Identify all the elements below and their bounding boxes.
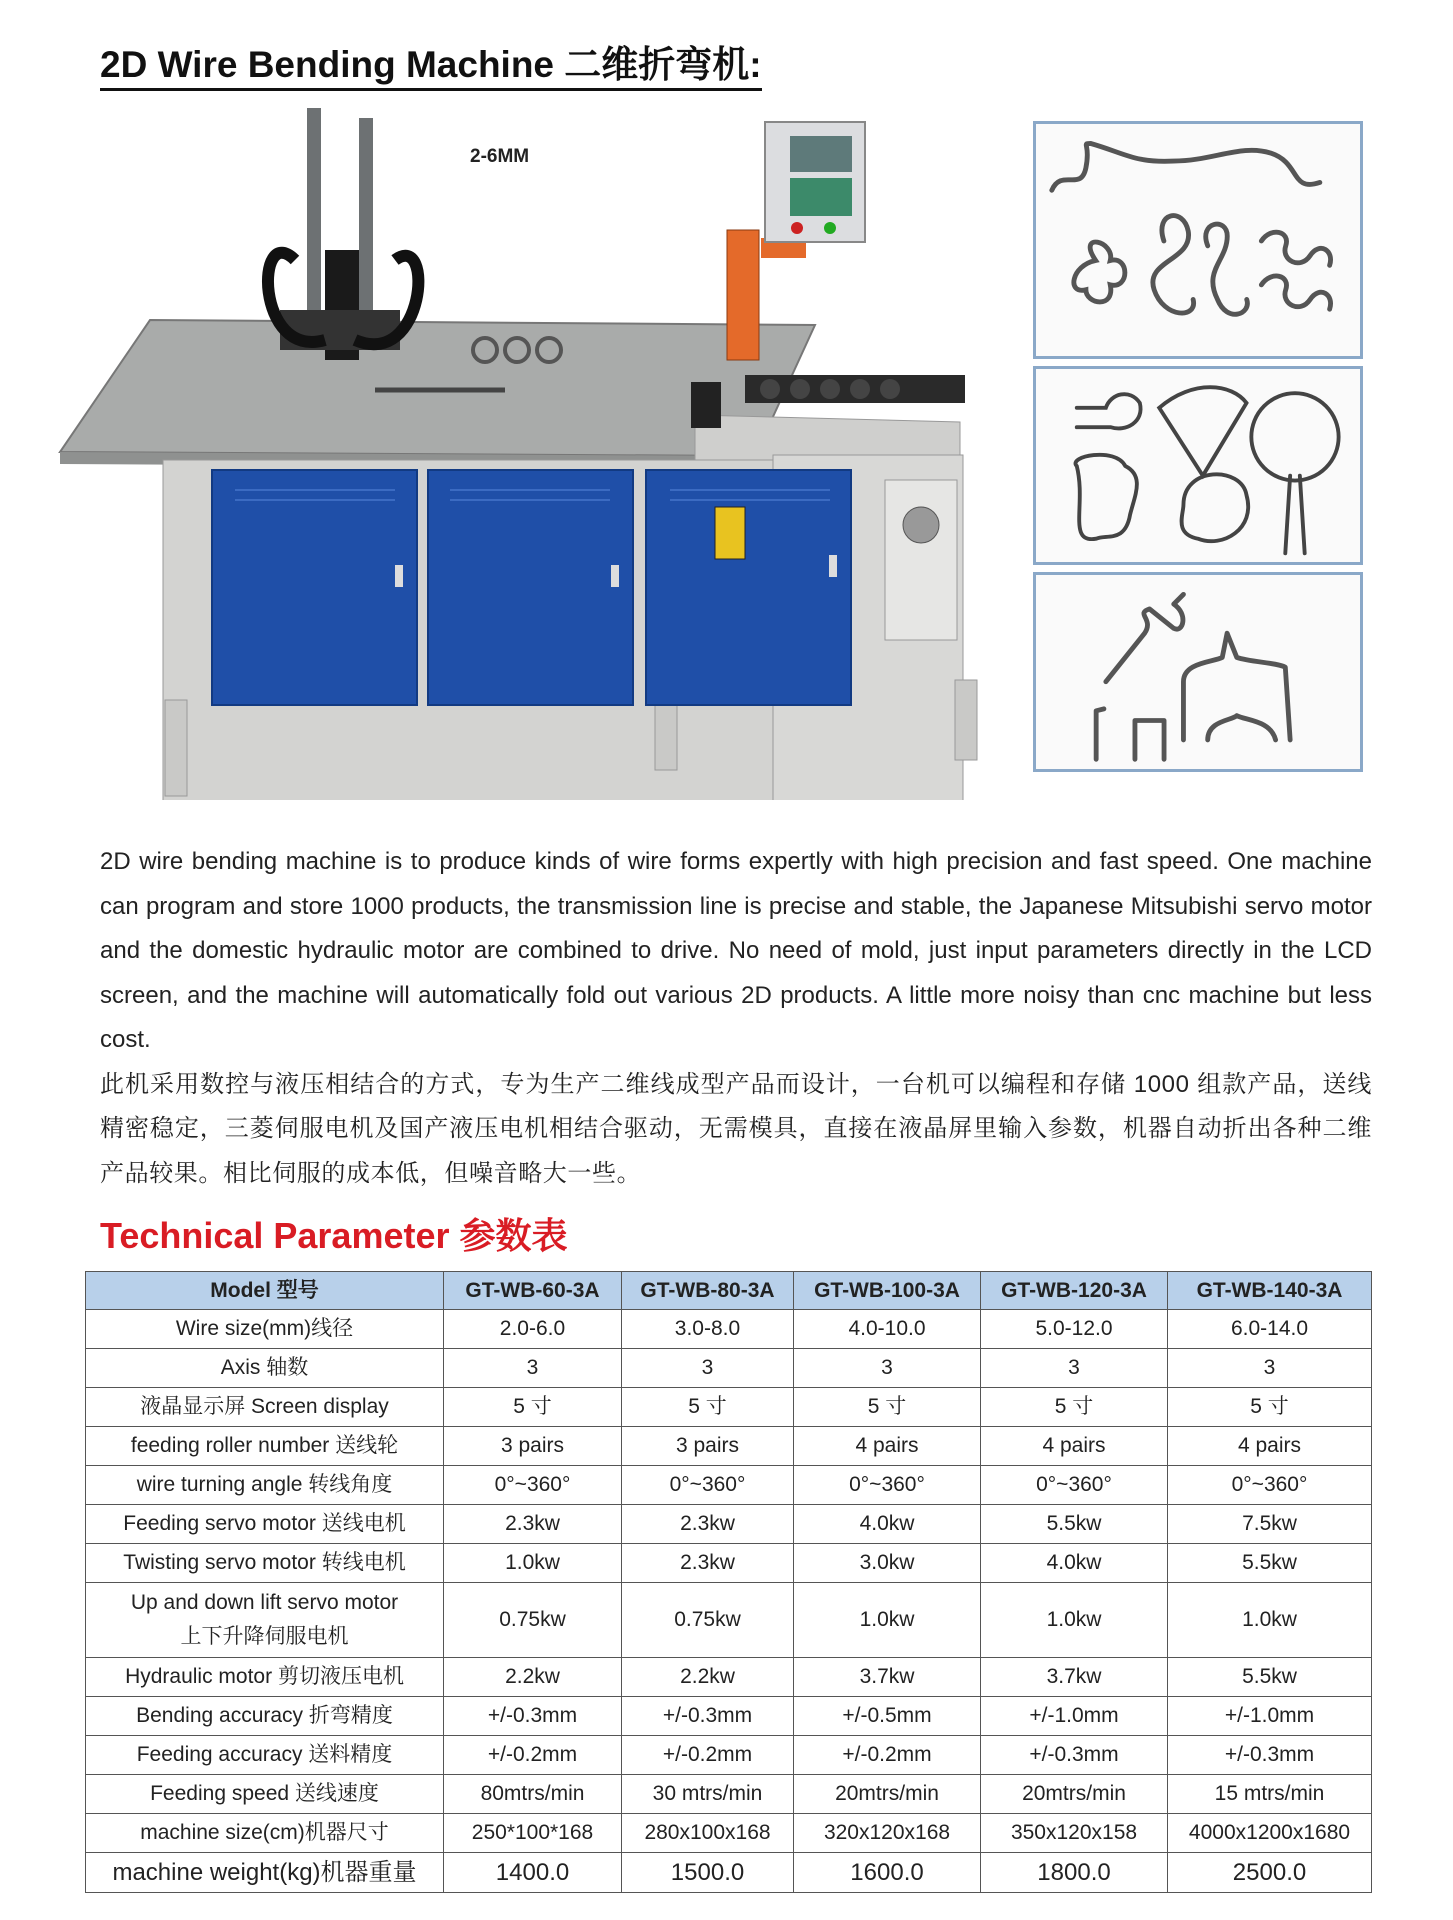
- table-cell: 4.0kw: [794, 1505, 981, 1544]
- table-cell: 15 mtrs/min: [1168, 1775, 1372, 1814]
- table-cell: 6.0-14.0: [1168, 1310, 1372, 1349]
- row-label: Feeding speed 送线速度: [86, 1775, 444, 1814]
- row-label: wire turning angle 转线角度: [86, 1466, 444, 1505]
- row-label: 液晶显示屏 Screen display: [86, 1388, 444, 1427]
- table-cell: 5.5kw: [1168, 1544, 1372, 1583]
- table-cell: 320x120x168: [794, 1814, 981, 1853]
- table-cell: 2.2kw: [622, 1658, 794, 1697]
- table-cell: 0.75kw: [444, 1583, 622, 1658]
- table-cell: +/-0.2mm: [444, 1736, 622, 1775]
- table-cell: 1400.0: [444, 1853, 622, 1893]
- table-cell: 3.7kw: [981, 1658, 1168, 1697]
- table-header-row: [86, 1272, 1372, 1310]
- table-cell: 3 pairs: [444, 1427, 622, 1466]
- table-cell: 30 mtrs/min: [622, 1775, 794, 1814]
- table-cell: 3: [622, 1349, 794, 1388]
- table-cell: 1600.0: [794, 1853, 981, 1893]
- table-cell: 4000x1200x1680: [1168, 1814, 1372, 1853]
- table-cell: 5 寸: [794, 1388, 981, 1427]
- table-row: [86, 1505, 1372, 1544]
- table-cell: 2500.0: [1168, 1853, 1372, 1893]
- table-cell: 1800.0: [981, 1853, 1168, 1893]
- table-row: [86, 1349, 1372, 1388]
- table-cell: +/-0.3mm: [622, 1697, 794, 1736]
- table-cell: 0°~360°: [622, 1466, 794, 1505]
- table-row: [86, 1697, 1372, 1736]
- table-cell: 5.5kw: [1168, 1658, 1372, 1697]
- row-label: feeding roller number 送线轮: [86, 1427, 444, 1466]
- row-label-line-1: Up and down lift servo motor: [130, 1591, 399, 1614]
- table-row: [86, 1583, 1372, 1658]
- header-gt-wb-140-3a: GT-WB-140-3A: [1168, 1272, 1372, 1310]
- row-label: Hydraulic motor 剪切液压电机: [86, 1658, 444, 1697]
- table-cell: 20mtrs/min: [981, 1775, 1168, 1814]
- table-cell: 1.0kw: [444, 1544, 622, 1583]
- table-cell: 2.3kw: [622, 1544, 794, 1583]
- table-cell: 1.0kw: [1168, 1583, 1372, 1658]
- sample-wire-forms-panel-3: [1033, 572, 1363, 772]
- table-cell: 0.75kw: [622, 1583, 794, 1658]
- table-cell: 2.0-6.0: [444, 1310, 622, 1349]
- table-cell: 5.0-12.0: [981, 1310, 1168, 1349]
- table-cell: +/-0.2mm: [794, 1736, 981, 1775]
- table-cell: 5 寸: [981, 1388, 1168, 1427]
- technical-parameter-heading: Technical Parameter 参数表: [100, 1215, 568, 1256]
- sample-wire-forms-panel-1: [1033, 121, 1363, 359]
- row-label: Feeding servo motor 送线电机: [86, 1505, 444, 1544]
- table-row: [86, 1388, 1372, 1427]
- table-cell: 5 寸: [622, 1388, 794, 1427]
- table-cell: +/-0.3mm: [981, 1736, 1168, 1775]
- table-cell: 3 pairs: [622, 1427, 794, 1466]
- row-label-line-2: 上下升降伺服电机: [180, 1625, 349, 1648]
- table-cell: 0°~360°: [444, 1466, 622, 1505]
- row-label: Twisting servo motor 转线电机: [86, 1544, 444, 1583]
- row-label: machine size(cm)机器尺寸: [86, 1814, 444, 1853]
- sample-wire-forms-panel-2: [1033, 366, 1363, 565]
- table-cell: 1.0kw: [981, 1583, 1168, 1658]
- table-cell: 1.0kw: [794, 1583, 981, 1658]
- table-cell: 80mtrs/min: [444, 1775, 622, 1814]
- table-cell: 0°~360°: [794, 1466, 981, 1505]
- table-cell: 5 寸: [444, 1388, 622, 1427]
- table-cell: 3: [794, 1349, 981, 1388]
- description-chinese: 此机采用数控与液压相结合的方式，专为生产二维线成型产品而设计，一台机可以编程和存储 1000 组款产品，送线精密稳定，三菱伺服电机及国产液压电机相结合驱动，无需模具，直接在液晶屏里输入参数，机器自动折出各种二维产品较果。相比伺服的成本低，但噪音略大一些。: [100, 1070, 1372, 1187]
- table-cell: 4 pairs: [794, 1427, 981, 1466]
- table-row: [86, 1310, 1372, 1349]
- table-cell: 7.5kw: [1168, 1505, 1372, 1544]
- table-cell: 2.3kw: [444, 1505, 622, 1544]
- machine-size-label: 2-6MM: [470, 146, 530, 167]
- table-cell: +/-0.2mm: [622, 1736, 794, 1775]
- header-gt-wb-80-3a: GT-WB-80-3A: [622, 1272, 794, 1310]
- row-label: Wire size(mm)线径: [86, 1310, 444, 1349]
- row-label: Bending accuracy 折弯精度: [86, 1697, 444, 1736]
- row-label: Axis 轴数: [86, 1349, 444, 1388]
- page-title: 2D Wire Bending Machine 二维折弯机:: [100, 42, 762, 91]
- table-cell: +/-0.3mm: [444, 1697, 622, 1736]
- table-cell: +/-1.0mm: [981, 1697, 1168, 1736]
- table-cell: 0°~360°: [1168, 1466, 1372, 1505]
- table-cell: 3.0-8.0: [622, 1310, 794, 1349]
- table-cell: +/-0.3mm: [1168, 1736, 1372, 1775]
- table-row: [86, 1853, 1372, 1893]
- header-gt-wb-100-3a: GT-WB-100-3A: [794, 1272, 981, 1310]
- table-cell: 250*100*168: [444, 1814, 622, 1853]
- table-cell: 5 寸: [1168, 1388, 1372, 1427]
- table-cell: 4.0-10.0: [794, 1310, 981, 1349]
- table-row: [86, 1658, 1372, 1697]
- table-cell: 4 pairs: [1168, 1427, 1372, 1466]
- table-row: [86, 1814, 1372, 1853]
- table-cell: 5.5kw: [981, 1505, 1168, 1544]
- table-row: [86, 1427, 1372, 1466]
- table-cell: 280x100x168: [622, 1814, 794, 1853]
- table-cell: 4 pairs: [981, 1427, 1168, 1466]
- table-row: [86, 1736, 1372, 1775]
- table-cell: 3: [981, 1349, 1168, 1388]
- table-cell: 3.7kw: [794, 1658, 981, 1697]
- table-row: [86, 1775, 1372, 1814]
- row-label: machine weight(kg)机器重量: [86, 1853, 444, 1893]
- table-cell: 3: [1168, 1349, 1372, 1388]
- table-cell: 0°~360°: [981, 1466, 1168, 1505]
- table-cell: +/-0.5mm: [794, 1697, 981, 1736]
- table-cell: 3: [444, 1349, 622, 1388]
- row-label: [86, 1583, 444, 1658]
- table-cell: 2.3kw: [622, 1505, 794, 1544]
- table-cell: 1500.0: [622, 1853, 794, 1893]
- table-cell: +/-1.0mm: [1168, 1697, 1372, 1736]
- technical-parameter-table: [85, 1271, 1372, 1893]
- table-cell: 350x120x158: [981, 1814, 1168, 1853]
- machine-photo: [55, 100, 1015, 800]
- table-row: [86, 1466, 1372, 1505]
- table-cell: 3.0kw: [794, 1544, 981, 1583]
- header-gt-wb-60-3a: GT-WB-60-3A: [444, 1272, 622, 1310]
- product-description: [100, 840, 1372, 1196]
- row-label: Feeding accuracy 送料精度: [86, 1736, 444, 1775]
- header-model: Model 型号: [86, 1272, 444, 1310]
- table-row: [86, 1544, 1372, 1583]
- table-cell: 4.0kw: [981, 1544, 1168, 1583]
- table-cell: 2.2kw: [444, 1658, 622, 1697]
- description-english: 2D wire bending machine is to produce kinds of wire forms expertly with high precision and fast speed. One machine can program and store 1000 products, the transmission line is precise and stable, the Japanese Mitsubishi servo motor and the domestic hydraulic motor are combined to drive. No need of mold, just input parameters directly in the LCD screen, and the machine will automatically fold out various 2D products. A little more noisy than cnc machine but less cost.: [100, 848, 1372, 1053]
- header-gt-wb-120-3a: GT-WB-120-3A: [981, 1272, 1168, 1310]
- table-cell: 20mtrs/min: [794, 1775, 981, 1814]
